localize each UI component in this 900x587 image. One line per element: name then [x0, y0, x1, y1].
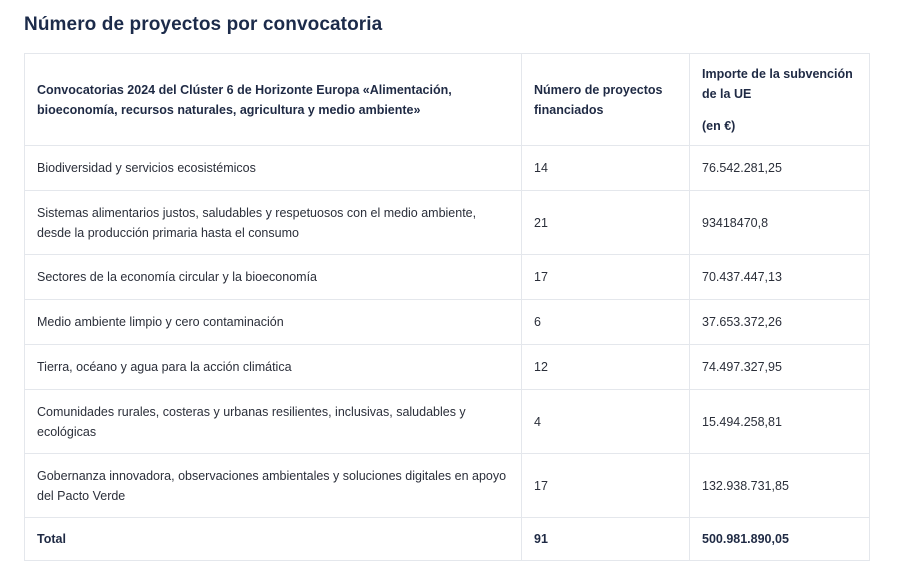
- cell-projects: 21: [522, 191, 690, 255]
- cell-amount: 93418470,8: [690, 191, 870, 255]
- cell-amount: 15.494.258,81: [690, 390, 870, 454]
- cell-amount: 74.497.327,95: [690, 345, 870, 390]
- cell-projects: 4: [522, 390, 690, 454]
- cell-projects: 14: [522, 146, 690, 191]
- cell-call-name: Biodiversidad y servicios ecosistémicos: [25, 146, 522, 191]
- cell-call-name: Sectores de la economía circular y la bioeconomía: [25, 255, 522, 300]
- header-amount: [690, 54, 870, 146]
- cell-call-name: Tierra, océano y agua para la acción climática: [25, 345, 522, 390]
- cell-projects: 6: [522, 300, 690, 345]
- total-amount: 500.981.890,05: [690, 518, 870, 561]
- cell-call-name: Medio ambiente limpio y cero contaminación: [25, 300, 522, 345]
- projects-table: [24, 53, 870, 561]
- total-projects: 91: [522, 518, 690, 561]
- table-total-row: [25, 518, 870, 561]
- cell-projects: 17: [522, 454, 690, 518]
- cell-amount: 76.542.281,25: [690, 146, 870, 191]
- cell-amount: 132.938.731,85: [690, 454, 870, 518]
- cell-call-name: Comunidades rurales, costeras y urbanas resilientes, inclusivas, saludables y ecológicas: [25, 390, 522, 454]
- table-header-row: [25, 54, 870, 146]
- table-row: [25, 300, 870, 345]
- table-row: [25, 255, 870, 300]
- header-call: Convocatorias 2024 del Clúster 6 de Horizonte Europa «Alimentación, bioeconomía, recursos naturales, agricultura y medio ambiente»: [25, 54, 522, 146]
- cell-amount: 37.653.372,26: [690, 300, 870, 345]
- cell-projects: 17: [522, 255, 690, 300]
- cell-amount: 70.437.447,13: [690, 255, 870, 300]
- header-amount-unit: (en €): [702, 118, 736, 133]
- cell-projects: 12: [522, 345, 690, 390]
- header-amount-label: Importe de la subvención de la UE: [702, 66, 853, 101]
- cell-call-name: Sistemas alimentarios justos, saludables y respetuosos con el medio ambiente, desde la producción primaria hasta el consumo: [25, 191, 522, 255]
- table-row: [25, 191, 870, 255]
- table-row: [25, 146, 870, 191]
- page-title: Número de proyectos por convocatoria: [24, 14, 383, 35]
- table-row: [25, 345, 870, 390]
- table-row: [25, 454, 870, 518]
- header-projects: Número de proyectos financiados: [522, 54, 690, 146]
- table-row: [25, 390, 870, 454]
- total-label: Total: [25, 518, 522, 561]
- cell-call-name: Gobernanza innovadora, observaciones ambientales y soluciones digitales en apoyo del Pacto Verde: [25, 454, 522, 518]
